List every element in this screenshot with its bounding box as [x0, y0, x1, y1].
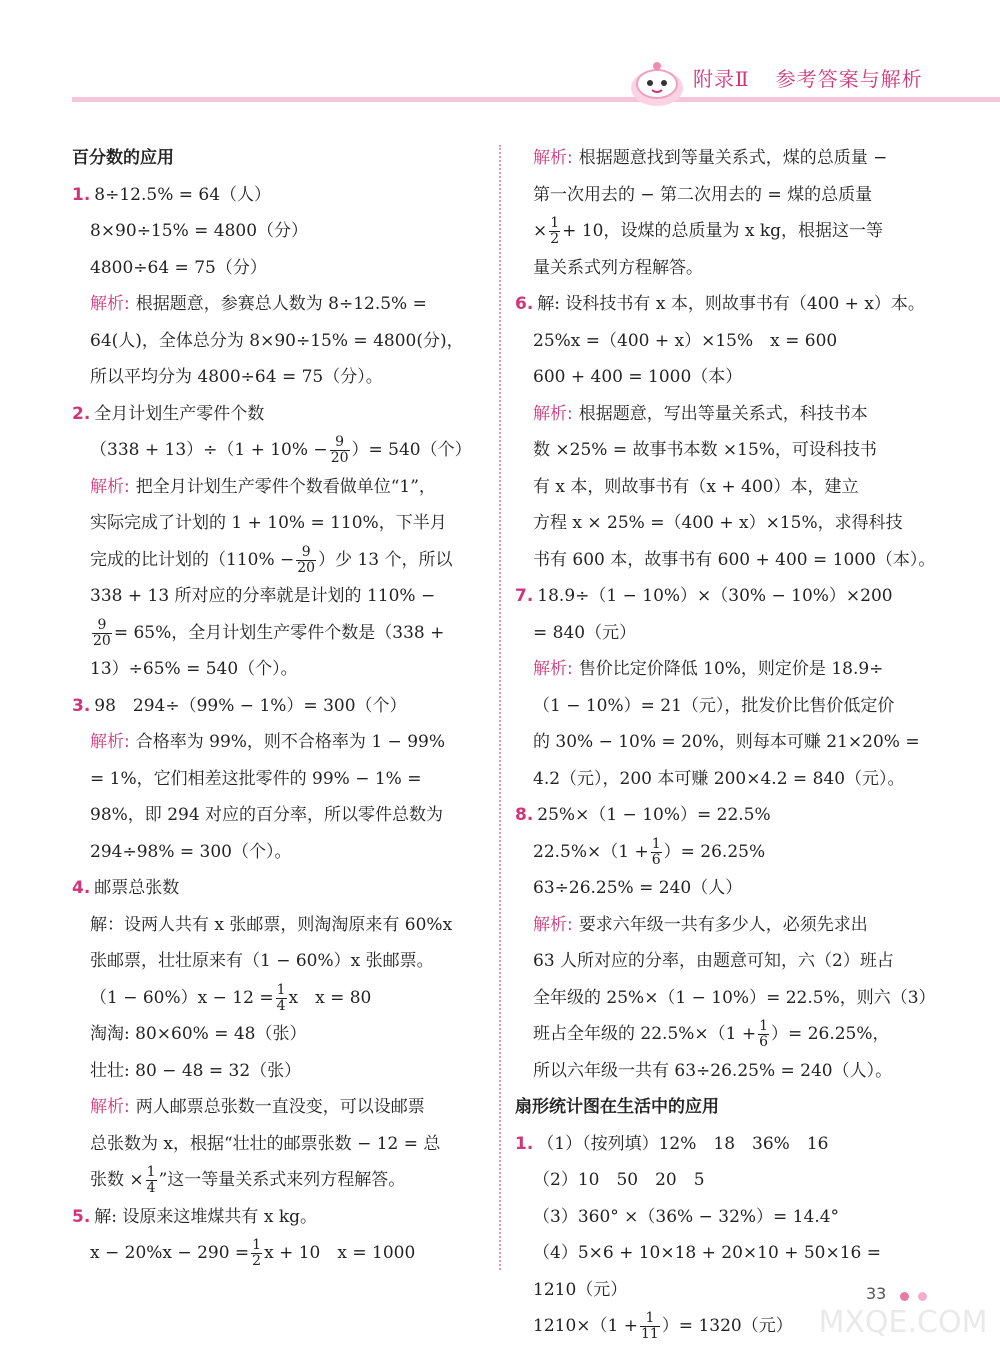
line-text: 售价比定价降低 10%，则定价是 18.9÷ — [578, 659, 884, 679]
answer-line — [515, 213, 935, 250]
line-text: 4800÷64 = 75（分） — [90, 257, 267, 278]
line-text: （1 − 10%）= 21（元），批发价比售价低定价 — [533, 695, 895, 716]
line-text: 600 + 400 = 1000（本） — [533, 367, 743, 387]
line-text: 壮壮: 80 − 48 = 32（张） — [90, 1060, 302, 1081]
fraction — [92, 618, 112, 649]
answer-line — [515, 761, 935, 798]
analysis-line — [515, 907, 935, 944]
answer-line — [72, 542, 490, 579]
answer-line — [72, 1053, 490, 1090]
answer-line — [72, 578, 490, 615]
line-text: = 840（元） — [533, 622, 637, 643]
numerator: 1 — [252, 1237, 262, 1253]
line-text: 25%×（1 − 10%）= 22.5% — [537, 805, 771, 825]
line-text: （2）10 50 20 5 — [533, 1170, 705, 1190]
denominator: 2 — [252, 1253, 262, 1269]
line-text: 的 30% − 10% = 20%，则每本可赚 21×20% = — [533, 732, 920, 752]
analysis-line — [72, 469, 490, 506]
line-text: 63÷26.25% = 240（人） — [533, 878, 743, 898]
denominator: 20 — [297, 559, 316, 576]
line-text: 18.9÷（1 − 10%）×（30% − 10%）×200 — [537, 586, 893, 606]
answer-line — [515, 688, 935, 725]
answer-line — [72, 943, 490, 980]
answer-line — [515, 323, 935, 360]
denominator: 4 — [146, 1180, 156, 1196]
line-text: 把全月计划生产零件个数看做单位“1”， — [135, 476, 436, 497]
line-text: （338 + 13）÷（1 + 10% − — [90, 440, 328, 460]
line-text: 所以平均分为 4800÷64 = 75（分）。 — [90, 367, 383, 387]
line-text: 1210×（1 + — [533, 1316, 638, 1336]
answer-line — [72, 1126, 490, 1163]
right-column — [515, 140, 935, 1345]
question-number: 5. — [72, 1206, 91, 1227]
question-number: 7. — [515, 586, 534, 606]
question-line — [515, 578, 935, 615]
answer-line — [72, 359, 490, 396]
line-text: 方程 x × 25% =（400 + x）×15%，求得科技 — [533, 513, 903, 533]
section-heading — [72, 140, 490, 177]
line-text: 98 294÷（99% − 1%）= 300（个） — [94, 695, 407, 716]
line-text: 所以六年级一共有 63÷26.25% = 240（人）。 — [533, 1060, 893, 1081]
answer-line — [515, 1016, 935, 1053]
line-text: 完成的比计划的（110% − — [90, 549, 295, 570]
line-text: 张数 × — [90, 1170, 144, 1190]
answer-line — [72, 797, 490, 834]
question-number: 2. — [72, 403, 91, 424]
numerator: 1 — [146, 1164, 156, 1180]
question-line — [515, 1126, 935, 1163]
line-text-after: + 10，设煤的总质量为 x kg，根据这一等 — [562, 221, 884, 241]
answer-line — [72, 761, 490, 798]
line-text: 解: 设原来这堆煤共有 x kg。 — [94, 1206, 318, 1227]
numerator: 1 — [550, 215, 560, 231]
line-text: 338 + 13 所对应的分率就是计划的 110% − — [90, 586, 436, 606]
line-text-after: ）= 540（个） — [351, 440, 472, 460]
column-divider — [499, 145, 501, 1270]
line-text: 根据题意找到等量关系式，煤的总质量 − — [578, 148, 888, 168]
watermark-logo — [818, 1262, 988, 1342]
question-number: 1. — [72, 184, 91, 205]
analysis-line — [72, 1089, 490, 1126]
numerator: 1 — [759, 1018, 769, 1034]
line-text-after: ”这一等量关系式来列方程解答。 — [158, 1170, 406, 1190]
question-line — [72, 870, 490, 907]
line-text: 8×90÷15% = 4800（分） — [90, 221, 309, 241]
line-text-after: x x = 80 — [288, 987, 372, 1008]
analysis-label: 解析: — [90, 1097, 130, 1117]
fraction — [330, 435, 350, 466]
line-text: 有 x 本，则故事书有（x + 400）本，建立 — [533, 476, 859, 497]
analysis-label: 解析: — [90, 294, 130, 314]
answer-line — [515, 469, 935, 506]
question-line — [72, 1199, 490, 1236]
line-text: 25%x =（400 + x）×15% x = 600 — [533, 330, 838, 351]
answer-line — [72, 615, 490, 652]
line-text: （3）360° ×（36% − 32%）= 14.4° — [533, 1206, 840, 1227]
question-line — [72, 688, 490, 725]
analysis-label: 解析: — [90, 476, 130, 497]
line-text: 书有 600 本，故事书有 600 + 400 = 1000（本）。 — [533, 549, 936, 570]
line-text: 淘淘: 80×60% = 48（张） — [90, 1024, 307, 1044]
answer-line — [72, 907, 490, 944]
fraction — [549, 216, 560, 247]
line-text: 实际完成了计划的 1 + 10% = 110%，下半月 — [90, 513, 447, 533]
answer-line — [515, 505, 935, 542]
question-number: 1. — [515, 1133, 534, 1154]
answer-line — [515, 1199, 935, 1236]
mascot-icon — [628, 58, 686, 108]
answer-line — [515, 542, 935, 579]
line-text: = 1%，它们相差这批零件的 99% − 1% = — [90, 768, 422, 789]
analysis-line — [515, 140, 935, 177]
answer-line — [515, 980, 935, 1017]
line-text: 63 人所对应的分率，由题意可知，六（2）班占 — [533, 951, 894, 971]
fraction — [276, 983, 287, 1014]
line-text: （4）5×6 + 10×18 + 20×10 + 50×16 = — [533, 1243, 882, 1263]
answer-line — [72, 980, 490, 1017]
denominator: 11 — [640, 1326, 659, 1342]
line-text-after: x + 10 x = 1000 — [264, 1243, 416, 1263]
question-line — [72, 396, 490, 433]
line-text: 要求六年级一共有多少人，必须先求出 — [578, 914, 868, 935]
answer-line — [515, 432, 935, 469]
line-text: 294÷98% = 300（个）。 — [90, 841, 292, 862]
appendix-label: 附录Ⅱ — [693, 67, 750, 91]
line-text: 解：设两人共有 x 张邮票，则淘淘原来有 60%x — [90, 914, 453, 935]
answer-line — [72, 1162, 490, 1199]
line-text: 总张数为 x，根据“壮壮的邮票张数 − 12 = 总 — [90, 1133, 441, 1154]
line-text: 64(人)，全体总分为 8×90÷15% = 4800(分)， — [90, 330, 464, 351]
answer-line — [72, 432, 490, 469]
denominator: 2 — [550, 231, 560, 247]
line-text: 全年级的 25%×（1 − 10%）= 22.5%，则六（3） — [533, 987, 936, 1008]
answer-line — [515, 834, 935, 871]
answer-line — [72, 250, 490, 287]
question-number: 8. — [515, 805, 534, 825]
fraction — [651, 837, 662, 868]
answer-line — [515, 943, 935, 980]
answer-line — [72, 651, 490, 688]
line-text-after: ）= 26.25% — [663, 841, 766, 862]
analysis-line — [515, 651, 935, 688]
header-divider — [72, 97, 1000, 102]
answer-line — [515, 177, 935, 214]
line-text: × — [533, 221, 548, 241]
numerator: 9 — [296, 545, 316, 561]
answer-line — [72, 1235, 490, 1272]
answer-line — [515, 359, 935, 396]
numerator: 9 — [92, 618, 112, 634]
line-text: 班占全年级的 22.5%×（1 + — [533, 1024, 757, 1044]
line-text: 13）÷65% = 540（个）。 — [90, 659, 298, 679]
answer-line — [72, 505, 490, 542]
analysis-line — [72, 724, 490, 761]
line-text: 邮票总张数 — [94, 878, 180, 898]
analysis-label: 解析: — [533, 403, 573, 424]
line-text: 量关系式列方程解答。 — [533, 257, 703, 278]
question-number: 3. — [72, 695, 91, 716]
answer-line — [515, 870, 935, 907]
answer-line — [72, 213, 490, 250]
line-text: 两人邮票总张数一直没变，可以设邮票 — [135, 1097, 425, 1117]
question-number: 6. — [515, 294, 534, 314]
section-heading — [515, 1089, 935, 1126]
analysis-line — [515, 396, 935, 433]
analysis-label: 解析: — [533, 148, 573, 168]
denominator: 6 — [651, 851, 661, 868]
question-line — [72, 177, 490, 214]
fraction — [640, 1311, 660, 1342]
answer-line — [72, 1016, 490, 1053]
watermark-text: MXQE.COM — [818, 1305, 988, 1340]
numerator: 1 — [640, 1311, 660, 1327]
numerator: 9 — [330, 435, 350, 451]
line-text: （1 − 60%）x − 12 = — [90, 987, 274, 1008]
answer-line — [72, 323, 490, 360]
line-text: 98%，即 294 对应的百分率，所以零件总数为 — [90, 805, 444, 825]
line-text: 全月计划生产零件个数 — [94, 403, 265, 424]
line-text: 22.5%×（1 + — [533, 841, 649, 862]
line-text: 根据题意，参赛总人数为 8÷12.5% = — [135, 294, 427, 314]
analysis-label: 解析: — [533, 914, 573, 935]
line-text-after: ）少 13 个，所以 — [318, 549, 453, 570]
line-text-after: ）= 1320（元） — [661, 1316, 793, 1336]
line-text: 根据题意，写出等量关系式，科技书本 — [578, 403, 868, 424]
answer-line — [72, 834, 490, 871]
line-text: 百分数的应用 — [72, 148, 174, 168]
line-text-after: = 65%，全月计划生产零件个数是（338 + — [113, 622, 445, 643]
header-title: 参考答案与解析 — [775, 67, 923, 91]
line-text: 第一次用去的 − 第二次用去的 = 煤的总质量 — [533, 184, 873, 205]
answer-line — [515, 1162, 935, 1199]
analysis-label: 解析: — [90, 732, 130, 752]
denominator: 6 — [759, 1034, 769, 1050]
question-number: 4. — [72, 878, 91, 898]
question-line — [515, 286, 935, 323]
numerator: 1 — [651, 835, 661, 852]
line-text: 数 ×25% = 故事书本数 ×15%，可设科技书 — [533, 440, 877, 460]
denominator: 20 — [330, 450, 349, 466]
question-line — [515, 797, 935, 834]
analysis-label: 解析: — [533, 659, 573, 679]
fraction — [758, 1019, 769, 1050]
fraction — [251, 1238, 262, 1269]
fraction — [146, 1165, 157, 1196]
answer-line — [515, 615, 935, 652]
line-text: 合格率为 99%，则不合格率为 1 − 99% — [135, 732, 445, 752]
denominator: 20 — [93, 632, 111, 649]
answer-line — [515, 250, 935, 287]
line-text: x − 20%x − 290 = — [90, 1243, 250, 1263]
denominator: 4 — [276, 997, 286, 1014]
fraction — [296, 545, 316, 576]
numerator: 1 — [276, 981, 286, 998]
page-number: 33 — [866, 1284, 887, 1303]
line-text: 1210（元） — [533, 1279, 628, 1300]
line-text: 解: 设科技书有 x 本，则故事书有（400 + x）本。 — [537, 294, 925, 314]
answer-line — [515, 1053, 935, 1090]
line-text: 张邮票，壮壮原来有（1 − 60%）x 张邮票。 — [90, 951, 434, 971]
line-text: （1）（按列填）12% 18 36% 16 — [537, 1133, 829, 1154]
line-text: 8÷12.5% = 64（人） — [94, 184, 272, 205]
line-text-after: ）= 26.25%， — [771, 1024, 890, 1044]
line-text: 扇形统计图在生活中的应用 — [515, 1097, 719, 1117]
answer-line — [515, 724, 935, 761]
page-header — [693, 63, 949, 92]
line-text: 4.2（元），200 本可赚 200×4.2 = 840（元）。 — [533, 768, 905, 789]
analysis-line — [72, 286, 490, 323]
left-column — [72, 140, 490, 1272]
